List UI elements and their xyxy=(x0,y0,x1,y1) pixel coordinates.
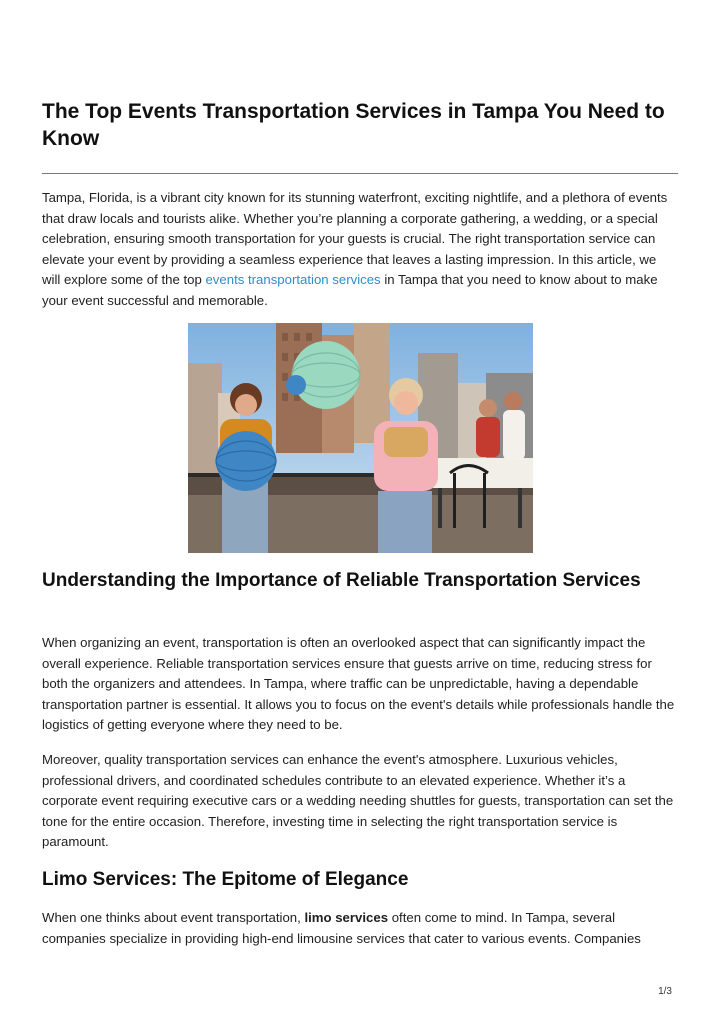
section2-paragraph xyxy=(42,908,678,949)
section2-text-end: often come to mind. In Tampa, several companies specialize in providing high-end limousine services that cater to various events. Companies xyxy=(42,910,641,946)
section1-paragraph-1: When organizing an event, transportation is often an overlooked aspect that can significantly impact the overall experience. Reliable transportation services ensure that guests arrive on time, reducing stress for both the organizers and attendees. In Tampa, where traffic can be unpredictable, having a dependable transportation partner is essential. It allows you to focus on the event's details while professionals handle the logistics of getting everyone where they need to be. xyxy=(42,635,675,733)
section2-text-start: When one thinks about event transportation, xyxy=(42,910,305,925)
page-title: The Top Events Transportation Services in Tampa You Need to Know xyxy=(42,100,665,150)
intro-text-start: Tampa, Florida, is a vibrant city known for its stunning waterfront, exciting nightlife, and a plethora of events that draw locals and tourists alike. Whether you’re planning a corporate gathering, a wedding, or a special celebration, ensuring smooth transportation for your guests is crucial. The right transportation service can elevate your event by providing a seamless experience that leaves a lasting impression. In this article, we will explore some of the top xyxy=(42,190,668,288)
hero-image xyxy=(188,323,533,553)
title-divider xyxy=(42,173,678,174)
section-heading-reliable-transportation: Understanding the Importance of Reliable Transportation Services xyxy=(42,570,641,591)
intro-paragraph xyxy=(42,188,678,312)
section1-paragraph-2: Moreover, quality transportation services can enhance the event's atmosphere. Luxurious vehicles, professional drivers, and coordinated schedules contribute to an elevated experience. Whether it’s a corporate event requiring executive cars or a wedding needing shuttles for guests, transportation can set the tone for the entire occasion. Therefore, investing time in selecting the right transportation service is paramount. xyxy=(42,752,674,850)
page-number: 1/3 xyxy=(658,986,672,997)
section-heading-limo-services: Limo Services: The Epitome of Elegance xyxy=(42,869,409,890)
limo-services-bold: limo services xyxy=(304,910,389,925)
events-transportation-services-link[interactable]: events transportation services xyxy=(205,272,381,288)
intro-text-end: in Tampa that you need to know about to make your event successful and memorable. xyxy=(42,272,658,308)
